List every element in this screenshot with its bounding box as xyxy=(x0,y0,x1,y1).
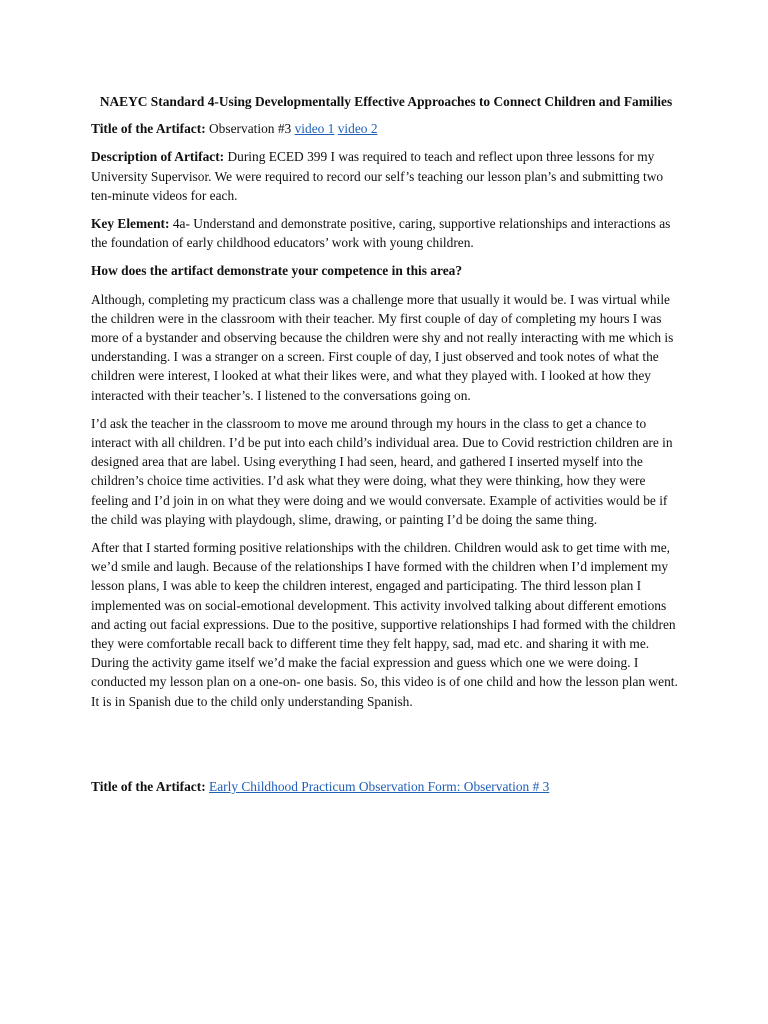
key-element-label: Key Element: xyxy=(91,216,170,232)
body-paragraph-1: Although, completing my practicum class was a challenge more that usually it would be. I was virtual while the children were in the classroom with their teacher. My first couple of day of completing my hours I was more of a bystander and observing because the children were shy and not really interacting with me which is understanding. I was a stranger on a screen. First couple of day, I just observed and took notes of what the children were interest, I looked at what their likes were, and what they played with. I looked at how they interacted with their teacher’s. I listened to the conversations going on. xyxy=(91,291,674,403)
key-element-paragraph xyxy=(91,214,681,252)
spacer xyxy=(91,720,681,777)
observation-form-link[interactable]: Early Childhood Practicum Observation Form: Observation # 3 xyxy=(209,778,550,794)
video-2-link[interactable]: video 2 xyxy=(337,121,378,137)
body-paragraph-3: After that I started forming positive relationships with the children. Children would ask to get time with me, we’d smile and laugh. Because of the relationships I have formed with the children when I’d implement my lesson plans, I was able to keep the children interest, engaged and participating. The third lesson plan I implemented was on social-emotional development. This activity involved talking about different emotions and acting out facial expressions. Due to the positive, supportive relationships I had formed with the children they were comfortable recall back to different time they felt happy, sad, mad etc. and sharing it with me. During the activity game itself we’d make the facial expression and guess which one we were doing. I conducted my lesson plan on a one-on- one basis. So, this video is of one child and how the lesson plan went. It is in Spanish due to the child only understanding Spanish. xyxy=(91,540,678,709)
artifact-2-title-line xyxy=(91,777,681,796)
artifact-title-text: Observation #3 xyxy=(209,121,292,137)
description-text: During ECED 399 I was required to teach and reflect upon three lessons for my University Supervisor. We were required to record our self’s teaching our lesson plan’s and submitting two ten-minute videos for each. xyxy=(91,149,664,203)
description-paragraph xyxy=(91,147,681,205)
video-1-link[interactable]: video 1 xyxy=(294,121,335,137)
competence-question: How does the artifact demonstrate your competence in this area? xyxy=(91,263,463,279)
body-paragraph-2: I’d ask the teacher in the classroom to move me around through my hours in the class to get a chance to interact with all children. I’d be put into each child’s individual area. Due to Covid restriction children are in designed area that are label. Using everything I had seen, heard, and gathered I inserted myself into the children’s choice time activities. I’d ask what they were doing, what they were thinking, how they were feeling and I’d join in on what they were doing and we would conversate. Example of activities would be if the child was playing with playdough, slime, drawing, or painting I’d be doing the same thing. xyxy=(91,415,673,527)
artifact-title-line xyxy=(91,119,681,138)
document-page xyxy=(91,92,681,805)
key-element-text: 4a- Understand and demonstrate positive, caring, supportive relationships and interactions as the foundation of early childhood educators’ work with young children. xyxy=(91,216,671,251)
description-label: Description of Artifact: xyxy=(91,149,225,165)
artifact-2-title-label: Title of the Artifact: xyxy=(91,778,206,794)
artifact-title-label: Title of the Artifact: xyxy=(91,121,206,137)
document-title: NAEYC Standard 4-Using Developmentally Effective Approaches to Connect Children and Families xyxy=(99,94,673,109)
